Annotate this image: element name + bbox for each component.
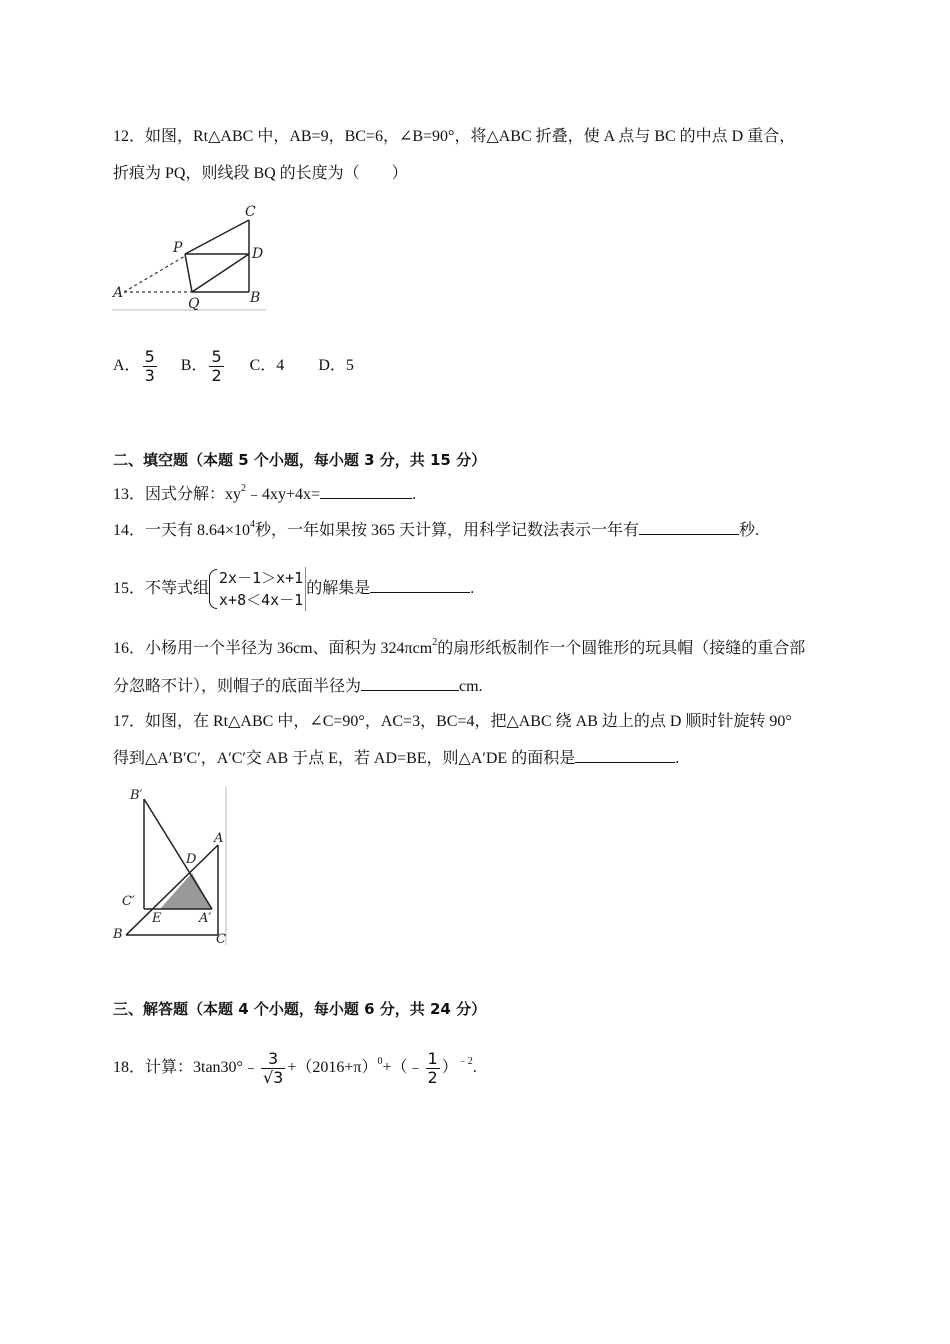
q12-options bbox=[113, 344, 354, 388]
segment-QD bbox=[192, 254, 249, 292]
q18-fraction-2: $\frac{1}{2}$ bbox=[427, 1048, 438, 1087]
q18: 18．计算：3tan30°﹣ $\frac{3}{√3}$ $+(2016+\pi)^0+(﹣$ $\frac{1}{2}$ ）$^{﹣2}$. bbox=[113, 1048, 477, 1087]
label-B-prime: B′ bbox=[130, 788, 143, 803]
q12-line2: 折痕为 PQ，则线段 BQ 的长度为（ ） bbox=[113, 165, 408, 182]
q16-line2: 分忽略不计），则帽子的底面半径为 cm. bbox=[113, 678, 483, 695]
label-D: D bbox=[252, 246, 264, 262]
label-C: C bbox=[216, 932, 226, 947]
q13: 13．因式分解：$xy^2﹣4xy+4x=$ . bbox=[113, 483, 417, 503]
q15-blank bbox=[370, 578, 470, 593]
q14: 14．一天有 $8.64\times 10^4$秒，一年如果按 365 天计算，用科学记数法表示一年有 秒. bbox=[113, 519, 760, 539]
q16-blank bbox=[361, 676, 459, 691]
q18-fraction-1: $\frac{3}{√3}$ bbox=[262, 1048, 284, 1087]
q17-blank bbox=[575, 748, 675, 763]
q12-figure bbox=[112, 200, 268, 315]
dashed-AP bbox=[124, 256, 185, 292]
inequality-system: 2x－1＞x+1 x+8＜4x－1 bbox=[209, 567, 306, 611]
label-A: A bbox=[113, 285, 124, 301]
q15: 15．不等式组 2x－1＞x+1 x+8＜4x－1 的解集是 . bbox=[113, 569, 475, 610]
option-a-fraction: $\frac{5}{3}$ bbox=[144, 346, 155, 385]
label-A-prime: A′ bbox=[199, 911, 212, 926]
label-P: P bbox=[173, 240, 183, 256]
section2-heading: 二、填空题（本题 5 个小题，每小题 3 分，共 15 分） bbox=[113, 451, 487, 469]
label-B: B bbox=[113, 927, 123, 942]
label-D: D bbox=[186, 852, 197, 867]
q12-line1: 12．如图，Rt△ABC 中，AB=9，BC=6，∠B=90°，将△ABC 折叠，使 A 点与 BC 的中点 D 重合， bbox=[113, 128, 796, 145]
section3-heading: 三、解答题（本题 4 个小题，每小题 6 分，共 24 分） bbox=[113, 1000, 487, 1018]
q17-figure bbox=[112, 785, 230, 947]
label-Q: Q bbox=[188, 296, 200, 312]
q17-line2: 得到△A′B′C′，A′C′交 AB 于点 E，若 AD=BE，则△A′DE 的面积是 . bbox=[113, 750, 680, 767]
option-d: D．5 bbox=[318, 357, 354, 374]
q14-blank bbox=[639, 520, 739, 535]
option-b-fraction: $\frac{5}{2}$ bbox=[211, 346, 222, 385]
segment-CP bbox=[185, 220, 249, 254]
option-a-label: A． bbox=[113, 357, 141, 374]
q16-line1: 16．小杨用一个半径为 36cm、面积为 324πcm$^2$的扇形纸板制作一个圆锥形的玩具帽（接缝的重合部 bbox=[113, 637, 806, 657]
q17-line1: 17．如图，在 Rt△ABC 中，∠C=90°，AC=3，BC=4，把△ABC 绕 AB 边上的点 D 顺时针旋转 90° bbox=[113, 713, 792, 730]
segment-PQ bbox=[185, 254, 192, 292]
label-B: B bbox=[250, 290, 261, 306]
label-A: A bbox=[214, 831, 224, 846]
label-E: E bbox=[152, 911, 162, 926]
shaded-triangle bbox=[160, 873, 212, 909]
label-C: C bbox=[245, 204, 256, 220]
option-c: C．4 bbox=[249, 357, 285, 374]
label-C-prime: C′ bbox=[122, 894, 135, 909]
q13-blank bbox=[320, 484, 412, 499]
option-b-label: B． bbox=[180, 357, 208, 374]
